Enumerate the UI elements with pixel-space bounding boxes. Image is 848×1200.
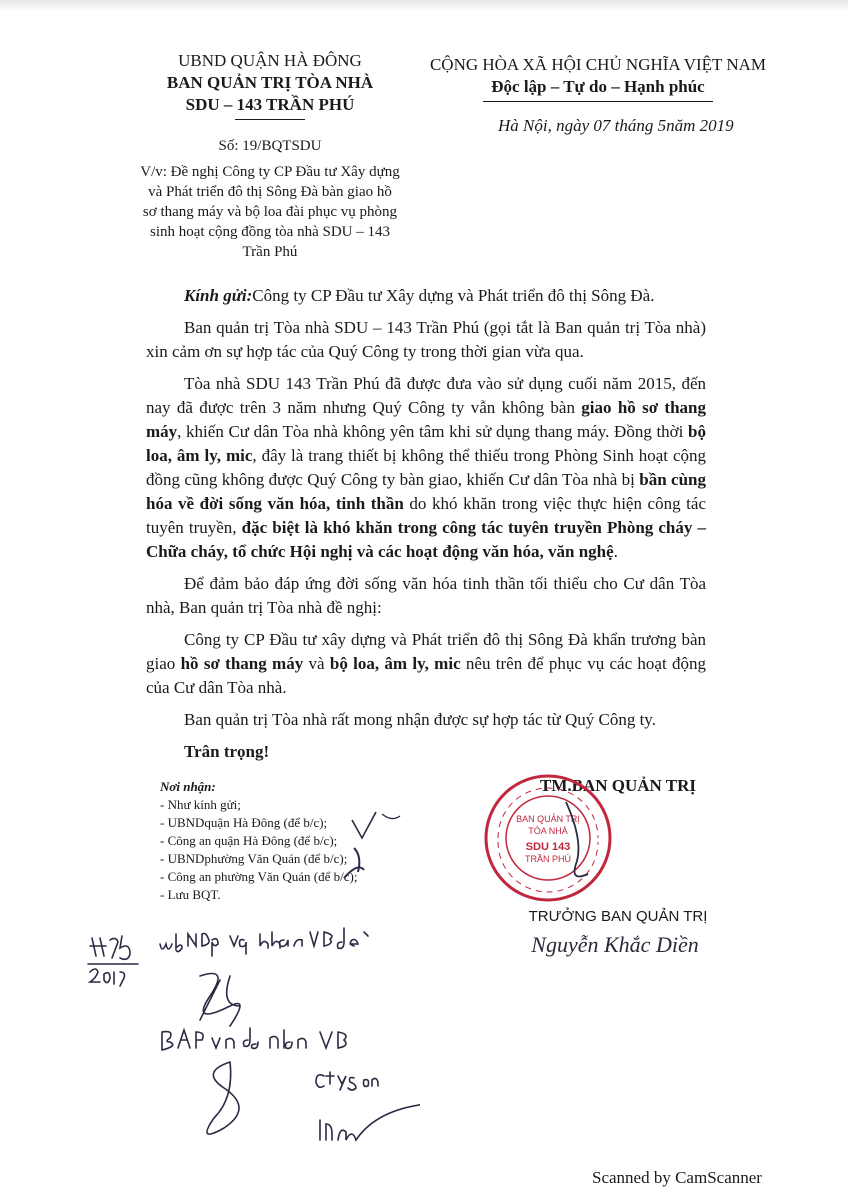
handwritten-notes: [80, 926, 420, 1162]
reference-number: Số: 19/BQTSDU: [218, 138, 322, 154]
p4-text-3: nêu trên để phục vụ các hoạt động của Cư dân Tòa nhà.: [146, 654, 706, 697]
scanner-watermark: Scanned by CamScanner: [592, 1168, 762, 1187]
p4-text-2: và: [303, 654, 330, 673]
issuer-line-2: BAN QUẢN TRỊ TÒA NHÀ: [166, 73, 374, 92]
national-header: [388, 54, 808, 102]
stamp-text-4: TRẦN PHÚ: [524, 854, 572, 864]
scan-edge: [0, 0, 848, 12]
reference-block: [140, 136, 400, 262]
recipient-item: - UBNDphường Văn Quán (để b/c);: [160, 850, 450, 868]
signer-role: TRƯỞNG BAN QUẢN TRỊ: [528, 908, 708, 925]
addressee-label: Kính gửi:: [184, 286, 253, 305]
signature-title: TM.BAN QUẢN TRỊ: [539, 776, 696, 795]
p2-text-5: .: [613, 542, 618, 561]
paragraph-3: Để đảm bảo đáp ứng đời sống văn hóa tinh thần tối thiểu cho Cư dân Tòa nhà, Ban quản trị Tòa nhà đề nghị:: [146, 574, 706, 617]
addressee: [146, 284, 706, 308]
national-motto: Độc lập – Tự do – Hạnh phúc: [491, 77, 705, 96]
recipient-item: - Công an phường Văn Quán (để b/c);: [160, 868, 450, 886]
official-stamp: [478, 768, 618, 908]
paragraph-1: Ban quản trị Tòa nhà SDU – 143 Trần Phú (gọi tắt là Ban quản trị Tòa nhà) xin cảm ơn sự hợp tác của Quý Công ty trong thời gian vừa qua.: [146, 318, 706, 361]
p2-bold-1: giao hồ sơ thang máy: [146, 398, 707, 441]
paragraph-2: [146, 372, 706, 564]
paragraph-4: [146, 628, 706, 700]
p2-text-2: , khiến Cư dân Tòa nhà không yên tâm khi sử dụng thang máy. Đồng thời: [177, 422, 689, 441]
p2-bold-3: bần cùng hóa về đời sống văn hóa, tinh thần: [146, 470, 706, 513]
national-title: CỘNG HÒA XÃ HỘI CHỦ NGHĨA VIỆT NAM: [429, 55, 767, 74]
note-num: 715: [80, 926, 82, 927]
p4-bold-2: bộ loa, âm ly, mic: [329, 654, 461, 673]
letter-body: [146, 284, 706, 774]
paragraph-5: Ban quản trị Tòa nhà rất mong nhận được sự hợp tác từ Quý Công ty.: [184, 710, 656, 729]
p2-bold-4: đặc biệt là khó khăn trong công tác tuyên truyền Phòng cháy – Chữa cháy, tổ chức Hội nghị và các hoạt động văn hóa, văn nghệ: [146, 518, 706, 561]
p4-text-1: Công ty CP Đầu tư xây dựng và Phát triển đô thị Sông Đà khẩn trương bàn giao: [146, 630, 706, 673]
p4-bold-1: hồ sơ thang máy: [180, 654, 304, 673]
p2-text-3: , đây là trang thiết bị không thể thiếu trong Phòng Sinh hoạt cộng đồng cũng không được Quý Công ty bàn giao, khiến Cư dân Tòa nhà bị: [146, 446, 706, 489]
closing: Trân trọng!: [184, 742, 270, 761]
motto-underline: [483, 101, 713, 102]
reference-subject: V/v: Đề nghị Công ty CP Đầu tư Xây dựng và Phát triển đô thị Sông Đà bàn giao hồ sơ thang máy và bộ loa đài phục vụ phòng sinh hoạt cộng đồng tòa nhà SDU – 143 Trần Phú: [140, 164, 400, 260]
issuer-underline: [235, 119, 305, 120]
signer-name: Nguyễn Khắc Diền: [531, 932, 699, 957]
recipient-item: - Công an quận Hà Đông (để b/c);: [160, 832, 450, 850]
stamp-text-2: TÒA NHÀ: [528, 826, 568, 836]
stamp-text-1: BAN QUẢN TRỊ: [516, 814, 580, 824]
recipients-title: Nơi nhận:: [160, 779, 216, 794]
issuer-line-1: UBND QUẬN HÀ ĐÔNG: [178, 51, 362, 70]
p2-text-4: do khó khăn trong việc thực hiện công tác tuyên truyền,: [146, 494, 706, 537]
p2-bold-2: bộ loa, âm ly, mic: [146, 422, 706, 465]
recipient-item: - UBNDquận Hà Đông (để b/c);: [160, 814, 450, 832]
recipient-initials: [322, 808, 412, 892]
recipient-item: - Lưu BQT.: [160, 886, 450, 904]
issuer-header: [140, 50, 400, 120]
p2-text-1: Tòa nhà SDU 143 Trần Phú đã được đưa vào sử dụng cuối năm 2015, đến nay đã được trên 3 năm nhưng Quý Công ty vẫn không bàn: [146, 374, 706, 417]
stamp-text-3: SDU 143: [525, 841, 571, 853]
letter-date: Hà Nội, ngày 07 tháng 5năm 2019: [498, 116, 734, 135]
recipient-item: - Như kính gửi;: [160, 796, 450, 814]
addressee-value: Công ty CP Đầu tư Xây dựng và Phát triển đô thị Sông Đà.: [252, 286, 655, 305]
issuer-line-3: SDU – 143 TRẦN PHÚ: [185, 95, 355, 114]
